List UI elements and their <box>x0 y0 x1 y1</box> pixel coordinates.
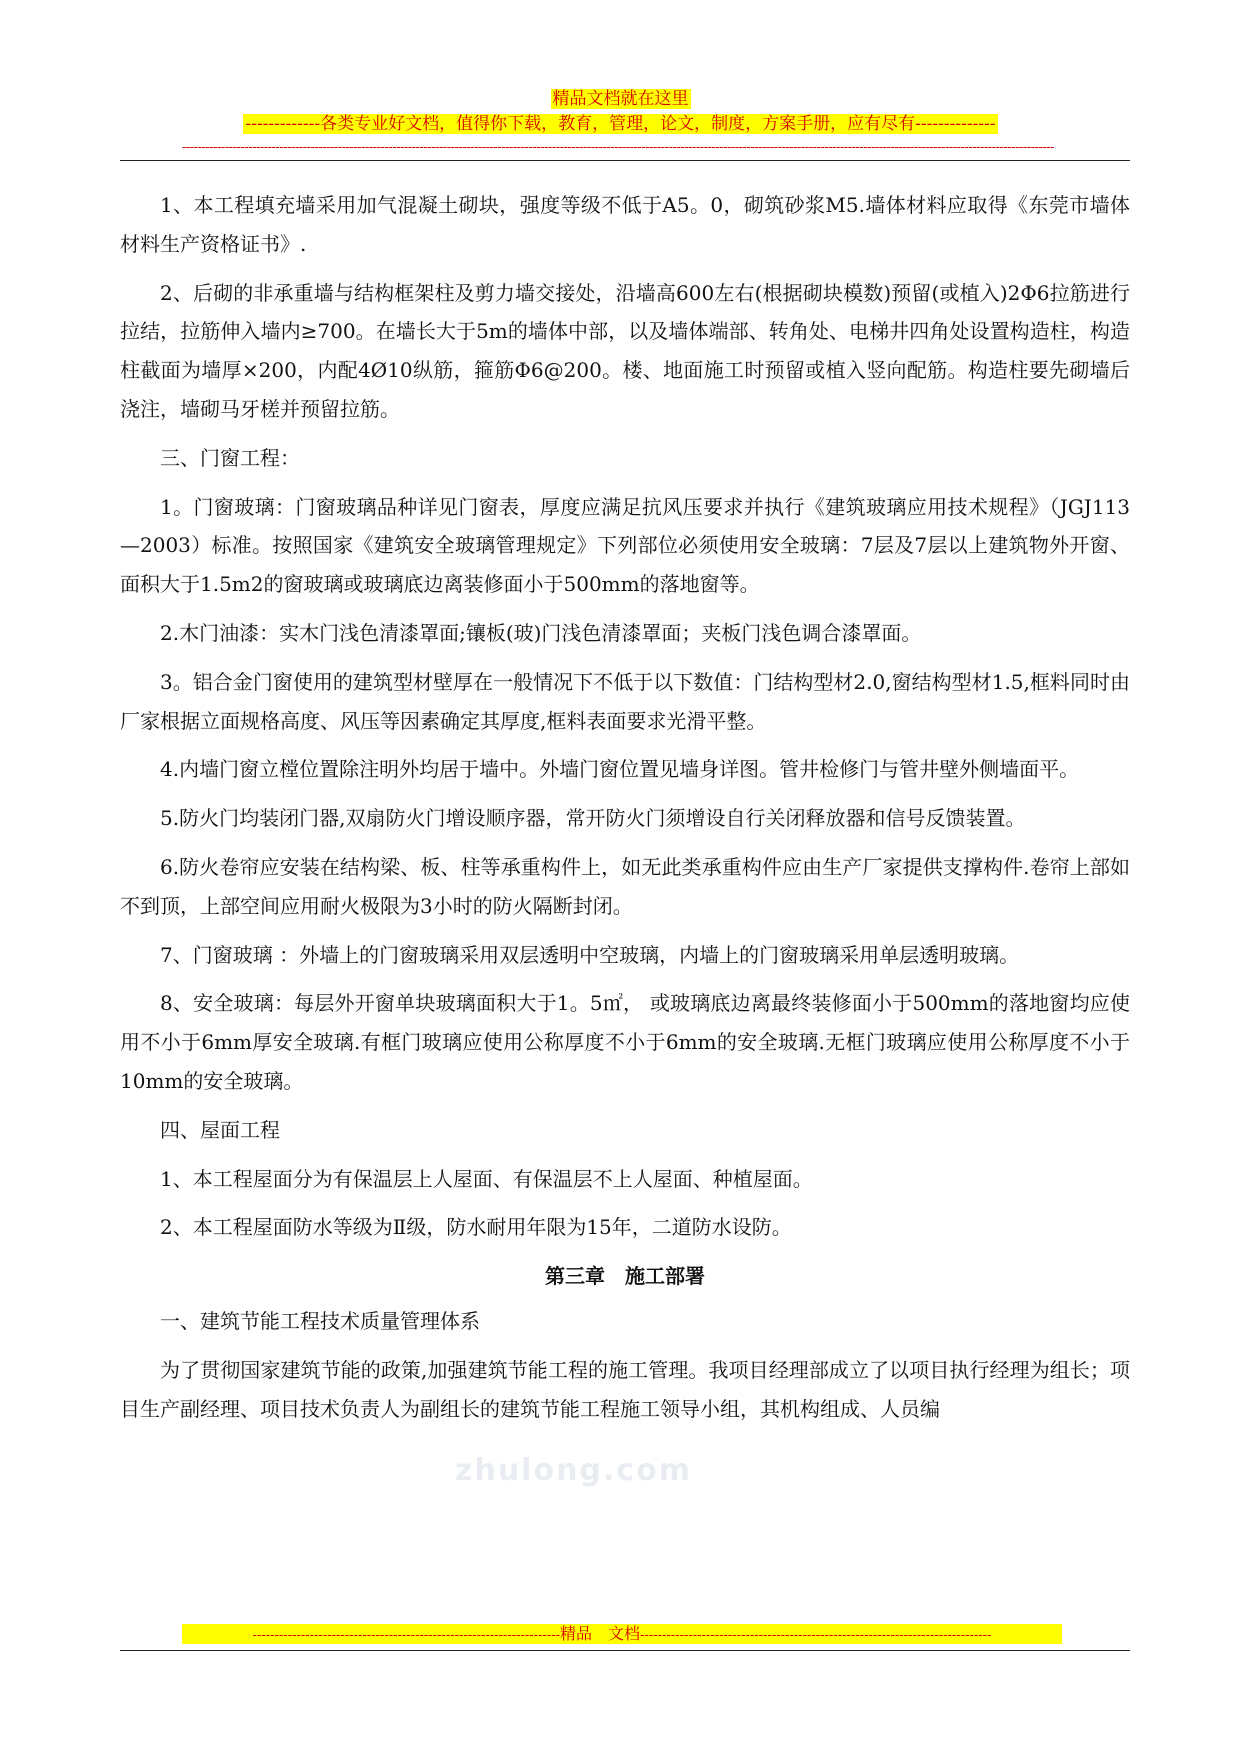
paragraph: 7、门窗玻璃 ：外墙上的门窗玻璃采用双层透明中空玻璃，内墙上的门窗玻璃采用单层透明玻璃。 <box>160 942 1020 967</box>
paragraph: 6.防火卷帘应安装在结构梁、板、柱等承重构件上，如无此类承重构件应由生产厂家提供支撑构件.卷帘上部如不到顶，上部空间应用耐火极限为3小时的防火隔断封闭。 <box>120 854 1130 918</box>
header-dash-line: -------------------------------------------------------------------------------------------------------------------------------------------------------------------------------------------------------------------------------- <box>182 140 1054 155</box>
paragraph: 8、安全玻璃：每层外开窗单块玻璃面积大于1。5㎡， 或玻璃底边离最终装修面小于500mm的落地窗均应使用不小于6mm厚安全玻璃.有框门玻璃应使用公称厚度不小于6mm的安全玻璃.无框门玻璃应使用公称厚度不小于10mm的安全玻璃。 <box>120 991 1130 1093</box>
paragraph: 2、后砌的非承重墙与结构框架柱及剪力墙交接处，沿墙高600左右(根据砌块模数)预留(或植入)2Φ6拉筋进行拉结，拉筋伸入墙内≥700。在墙长大于5m的墙体中部，以及墙体端部、转角处、电梯井四角处设置构造柱，构造柱截面为墙厚×200，内配4Ø10纵筋，箍筋Φ6@200。楼、地面施工时预留或植入竖向配筋。构造柱要先砌墙后浇注，墙砌马牙槎并预留拉筋。 <box>120 280 1130 421</box>
header-rule <box>120 160 1130 161</box>
paragraph: 1、本工程填充墙采用加气混凝土砌块，强度等级不低于A5。0，砌筑砂浆M5.墙体材料应取得《东莞市墙体材料生产资格证书》. <box>120 193 1130 256</box>
paragraph: 2.木门油漆：实木门浅色清漆罩面;镶板(玻)门浅色清漆罩面；夹板门浅色调合漆罩面。 <box>160 620 922 645</box>
header-slogan-text: -------------各类专业好文档，值得你下载，教育，管理，论文，制度，方案手册，应有尽有-------------- <box>245 114 996 134</box>
section-title: 一、建筑节能工程技术质量管理体系 <box>160 1308 480 1333</box>
section-body: 为了贯彻国家建筑节能的政策,加强建筑节能工程的施工管理。我项目经理部成立了以项目执行经理为组长；项目生产副经理、项目技术负责人为副组长的建筑节能工程施工领导小组，其机构组成、人员编 <box>120 1357 1130 1421</box>
footer-dashes-right: -------------------------------------------------------------------------------- <box>640 1628 992 1643</box>
document-body <box>120 186 1130 1438</box>
paragraph: 1。门窗玻璃：门窗玻璃品种详见门窗表，厚度应满足抗风压要求并执行《建筑玻璃应用技术规程》（JGJ113—2003）标准。按照国家《建筑安全玻璃管理规定》下列部位必须使用安全玻璃：7层及7层以上建筑物外开窗、面积大于1.5m2的窗玻璃或玻璃底边离装修面小于500mm的落地窗等。 <box>120 494 1130 597</box>
paragraph: 四、屋面工程 <box>160 1117 280 1142</box>
paragraph: 4.内墙门窗立樘位置除注明外均居于墙中。外墙门窗位置见墙身详图。管井检修门与管井壁外侧墙面平。 <box>160 757 1080 782</box>
footer-banner <box>182 1624 1062 1644</box>
header-title <box>0 88 1241 110</box>
paragraph: 三、门窗工程： <box>160 445 300 470</box>
footer-rule <box>120 1650 1130 1651</box>
paragraph: 3。铝合金门窗使用的建筑型材壁厚在一般情况下不低于以下数值：门结构型材2.0,窗结构型材1.5,框料同时由厂家根据立面规格高度、风压等因素确定其厚度,框料表面要求光滑平整。 <box>120 669 1130 733</box>
paragraph: 2、本工程屋面防水等级为Ⅱ级，防水耐用年限为15年，二道防水设防。 <box>160 1215 792 1240</box>
footer-dashes-left: ---------------------------------------------------------------------- <box>252 1628 561 1643</box>
paragraph: 1、本工程屋面分为有保温层上人屋面、有保温层不上人屋面、种植屋面。 <box>160 1166 813 1191</box>
footer-label: 精品 文档 <box>560 1624 641 1643</box>
watermark: zhulong.com <box>455 1453 692 1488</box>
header-title-text: 精品文档就在这里 <box>552 89 689 109</box>
chapter-title: 第三章 施工部署 <box>545 1264 705 1289</box>
paragraph: 5.防火门均装闭门器,双扇防火门增设顺序器，常开防火门须增设自行关闭释放器和信号反馈装置。 <box>160 806 1026 831</box>
header-slogan <box>0 113 1241 135</box>
